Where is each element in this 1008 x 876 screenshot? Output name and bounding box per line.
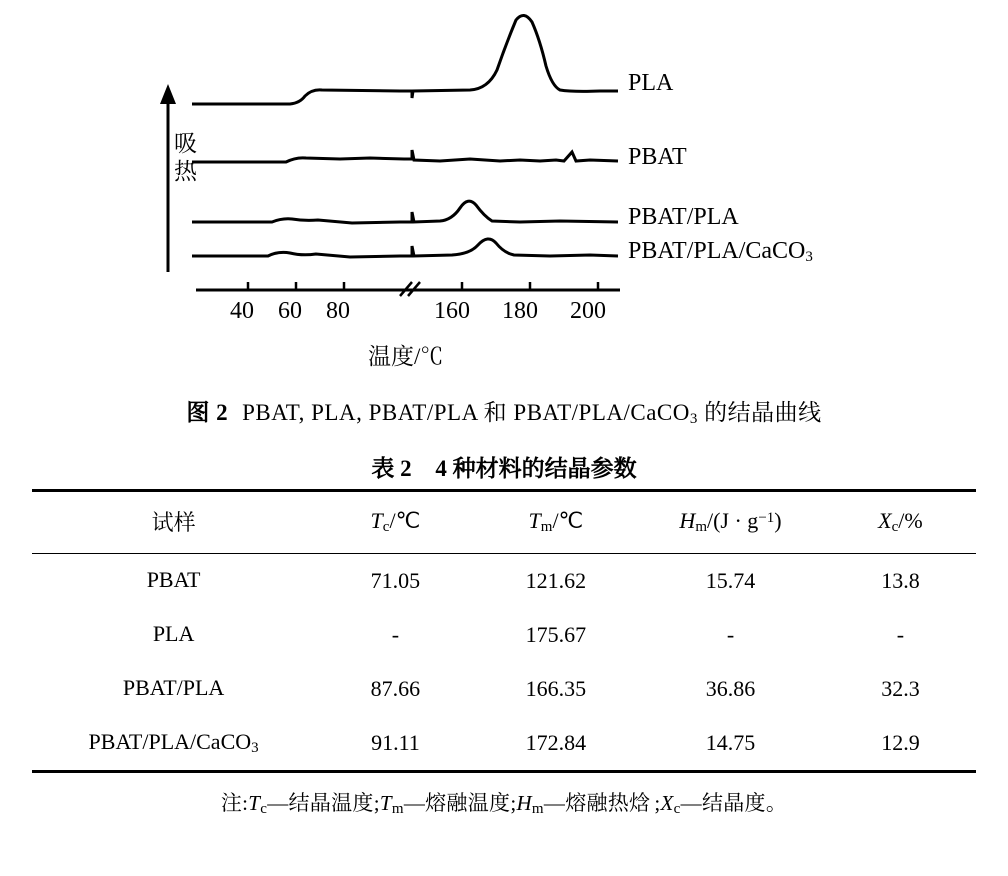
- cell-hm: 14.75: [705, 730, 756, 755]
- note-text-hm: —熔融热焓: [543, 791, 651, 815]
- x-tick-180: [502, 298, 538, 325]
- note-prefix: 注:: [220, 791, 249, 815]
- note-text-xc: —结晶度: [680, 791, 766, 815]
- cell-xc: 13.8: [881, 568, 920, 593]
- crystallization-parameters-table: [32, 489, 976, 773]
- note-subscript-tm: m: [391, 801, 404, 817]
- cell-sample: [32, 716, 315, 772]
- curve-pbat-pla-caco3: [192, 239, 618, 257]
- x-tick-200: [570, 298, 606, 325]
- curve-label-pbat-pla-text: PBAT/PLA: [628, 204, 739, 230]
- note-symbol-tc: T: [248, 791, 261, 815]
- table-title: [0, 450, 1008, 483]
- table-header-row: [32, 491, 976, 554]
- note-end: 。: [765, 791, 788, 815]
- header-tm-subscript: m: [540, 518, 553, 535]
- table-row: [32, 608, 976, 662]
- note-symbol-hm: H: [516, 791, 532, 815]
- curve-label-pbat-text: PBAT: [628, 144, 687, 170]
- cell-sample-text: PBAT/PLA/CaCO: [88, 729, 252, 754]
- note-sep-3: ;: [654, 791, 661, 815]
- note-symbol-xc: X: [660, 791, 674, 815]
- header-hm-unit: /(J · g: [706, 507, 759, 533]
- dsc-curves-plot: [0, 0, 1008, 330]
- curve-label-pla: [628, 70, 673, 97]
- x-tick-60: [278, 298, 302, 325]
- curve-pla: [192, 15, 618, 104]
- cell-tc: 87.66: [370, 676, 421, 701]
- header-sample: [32, 491, 315, 554]
- cell-sample-subscript: 3: [251, 740, 259, 756]
- x-tick-80-text: 80: [326, 298, 350, 324]
- cell-tc: 91.11: [371, 730, 420, 755]
- header-xc-subscript: c: [891, 518, 899, 535]
- header-tc: [315, 491, 475, 554]
- curve-label-pbat-pla-caco3-text: PBAT/PLA/CaCO: [628, 238, 806, 264]
- curve-pbat: [192, 150, 618, 162]
- header-hm-unit-close: ): [774, 507, 782, 533]
- header-tc-symbol: T: [370, 507, 383, 533]
- header-tm-unit: /℃: [552, 507, 584, 533]
- cell-hm: 36.86: [705, 676, 756, 701]
- header-tm: [476, 491, 636, 554]
- cell-sample-text: PBAT/PLA: [122, 675, 225, 700]
- table-title-text: 4 种材料的结晶参数: [435, 456, 637, 481]
- cell-hm: 15.74: [705, 568, 756, 593]
- curve-label-pla-text: PLA: [628, 70, 674, 96]
- x-tick-180-text: 180: [502, 298, 538, 324]
- y-axis-label: [174, 130, 208, 186]
- x-axis-title-text: 温度/℃: [368, 344, 444, 369]
- figure-caption-text-1: PBAT, PLA, PBAT/PLA 和 PBAT/PLA/CaCO: [242, 400, 690, 425]
- cell-hm: -: [726, 622, 735, 647]
- curve-pbat-pla: [192, 201, 618, 223]
- cell-tc: 71.05: [370, 568, 421, 593]
- x-tick-160-text: 160: [434, 298, 470, 324]
- curve-label-subscript: 3: [805, 249, 813, 265]
- curve-label-pbat-pla: [628, 204, 739, 231]
- header-xc-unit: /%: [898, 507, 923, 533]
- note-sep-1: ;: [373, 791, 380, 815]
- cell-tc: -: [391, 622, 400, 647]
- header-tc-unit: /℃: [389, 507, 421, 533]
- y-axis-label-char-2: 热: [174, 159, 197, 184]
- cell-sample: [32, 608, 315, 662]
- x-tick-160: [434, 298, 470, 325]
- note-text-tm: —熔融温度: [403, 791, 511, 815]
- note-subscript-hm: m: [531, 801, 544, 817]
- cell-sample-text: PBAT: [146, 567, 201, 592]
- figure-2: [0, 0, 1008, 392]
- cell-tm: 175.67: [525, 622, 587, 647]
- header-hm-exponent: −1: [758, 509, 775, 526]
- figure-caption: [0, 394, 1008, 428]
- cell-xc: 32.3: [881, 676, 920, 701]
- header-xc-symbol: X: [878, 507, 892, 533]
- cell-sample-text: PLA: [152, 621, 195, 646]
- figure-caption-text-2: 的结晶曲线: [697, 400, 822, 425]
- y-axis-label-char-1: 吸: [174, 131, 197, 156]
- x-tick-40-text: 40: [230, 298, 254, 324]
- note-text-tc: —结晶温度: [267, 791, 374, 815]
- header-hm-subscript: m: [695, 518, 707, 535]
- header-tm-symbol: T: [528, 507, 541, 533]
- cell-tm: 166.35: [525, 676, 587, 701]
- note-subscript-tc: c: [260, 801, 268, 817]
- table-note: [0, 787, 1008, 818]
- x-axis: [196, 282, 620, 296]
- figure-caption-prefix: 图 2: [186, 400, 229, 425]
- cell-tm: 121.62: [525, 568, 587, 593]
- x-tick-200-text: 200: [570, 298, 606, 324]
- x-tick-40: [230, 298, 254, 325]
- figure-caption-subscript: 3: [689, 411, 698, 427]
- x-tick-80: [326, 298, 350, 325]
- cell-tm: 172.84: [525, 730, 587, 755]
- header-hm-symbol: H: [679, 507, 696, 533]
- note-sep-2: ;: [510, 791, 517, 815]
- curve-label-pbat: [628, 144, 687, 171]
- note-subscript-xc: c: [673, 801, 681, 817]
- header-sample-text: 试样: [151, 510, 196, 535]
- curve-label-pbat-pla-caco3: [628, 238, 813, 266]
- table-row: [32, 554, 976, 609]
- cell-sample: [32, 662, 315, 716]
- cell-xc: 12.9: [881, 730, 920, 755]
- header-hm: [636, 491, 825, 554]
- cell-xc: -: [896, 622, 905, 647]
- table-row: [32, 662, 976, 716]
- header-xc: [825, 491, 976, 554]
- header-tc-subscript: c: [382, 518, 390, 535]
- note-symbol-tm: T: [379, 791, 392, 815]
- table-title-prefix: 表 2: [371, 456, 412, 481]
- cell-sample: [32, 554, 315, 609]
- x-tick-60-text: 60: [278, 298, 302, 324]
- x-axis-title: [368, 338, 443, 371]
- table-row: [32, 716, 976, 772]
